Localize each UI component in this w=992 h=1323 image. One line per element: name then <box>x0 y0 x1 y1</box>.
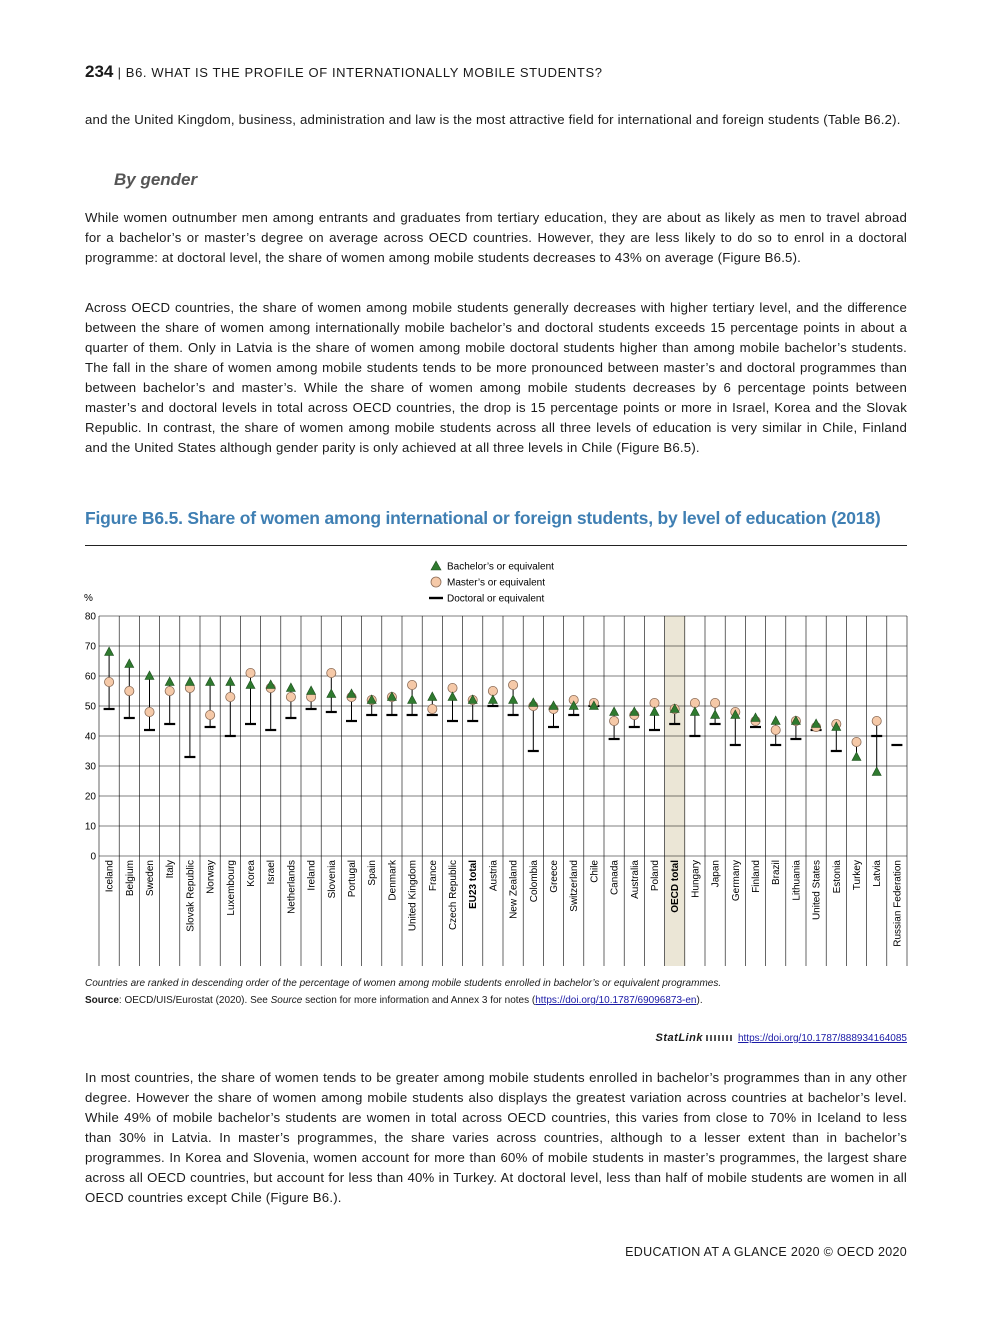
bachelors-point <box>650 707 659 716</box>
category-label: Estonia <box>831 860 843 894</box>
bachelors-point <box>145 671 154 680</box>
masters-point <box>650 698 659 707</box>
masters-point <box>125 686 134 695</box>
bachelors-point <box>852 752 861 761</box>
bachelors-point <box>327 689 336 698</box>
legend-bachelors-marker <box>431 561 441 570</box>
category-label: Korea <box>246 860 257 887</box>
category-label: Sweden <box>145 860 156 897</box>
masters-point <box>246 668 255 677</box>
category-label: New Zealand <box>508 860 520 919</box>
y-tick-label: 30 <box>84 761 96 773</box>
category-label: Japan <box>710 860 722 888</box>
masters-point <box>206 710 215 719</box>
header-separator: | <box>117 65 126 80</box>
masters-point <box>690 698 699 707</box>
masters-point <box>488 686 497 695</box>
category-label: France <box>427 860 439 892</box>
legend-label: Doctoral or equivalent <box>447 593 545 605</box>
category-label: Czech Republic <box>448 860 459 931</box>
bachelors-point <box>711 710 720 719</box>
y-axis-label: % <box>84 593 93 604</box>
masters-point <box>226 692 235 701</box>
y-tick-label: 70 <box>84 641 96 653</box>
intro-paragraph: and the United Kingdom, business, administration and law is the most attractive field for international and foreign students (Table B6.2). <box>85 112 901 127</box>
masters-point <box>508 680 517 689</box>
category-label: United Kingdom <box>407 860 419 932</box>
y-tick-label: 80 <box>84 611 96 623</box>
bachelors-point <box>610 707 619 716</box>
bachelors-point <box>125 659 134 668</box>
legend-label: Bachelor’s or equivalent <box>447 561 554 573</box>
category-label: OECD total <box>670 860 682 913</box>
legend-label: Master’s or equivalent <box>447 577 546 589</box>
masters-point <box>165 686 174 695</box>
masters-point <box>105 677 114 686</box>
bachelors-point <box>448 692 457 701</box>
masters-point <box>327 668 336 677</box>
paragraph-2: Across OECD countries, the share of women among mobile students generally decreases with higher tertiary level, and the difference between the share of women among internationally mobile bachelor’s and doctoral students exceeds 15 percentage points in about a quarter of them. Only in Latvia is the share of women among mobile doctoral students higher than among mobile bachelor’s students. The fall in the share of women among mobile students tends to be more pronounced between master’s and doctoral programmes than between bachelor’s and master’s. While the share of women among mobile students decreases by 6 percentage points between master’s and doctoral levels in total across OECD countries, the drop is 15 percentage points or more in Israel, Korea and the Slovak Republic. In contrast, the share of women among mobile students across all three levels of education is very similar in Chile, Finland and the United States although gender parity is only achieved at all three levels in Chile (Figure B6.5). <box>85 300 907 455</box>
bachelors-point <box>206 677 215 686</box>
category-label: Belgium <box>124 860 136 897</box>
figure-source <box>85 995 703 1006</box>
y-tick-label: 0 <box>90 851 96 863</box>
category-label: Ireland <box>306 860 318 891</box>
y-tick-label: 10 <box>84 821 96 833</box>
category-label: Portugal <box>347 860 358 898</box>
statlink-barcode-icon <box>706 1035 734 1041</box>
figure-note: Countries are ranked in descending order of the percentage of women among mobile students enrolled in bachelor’s or equivalent programmes. <box>85 978 722 989</box>
source-link[interactable]: https://doi.org/10.1787/69096873-en <box>535 995 697 1006</box>
category-label: Luxembourg <box>225 860 237 916</box>
masters-point <box>872 716 881 725</box>
bachelors-point <box>771 716 780 725</box>
masters-point <box>145 707 154 716</box>
category-label: Denmark <box>387 860 399 901</box>
category-label: Poland <box>650 860 661 892</box>
masters-point <box>286 692 295 701</box>
bachelors-point <box>246 680 255 689</box>
page-number: 234 <box>85 62 114 81</box>
category-label: Latvia <box>872 860 884 887</box>
legend-masters-marker <box>431 577 441 587</box>
bachelors-point <box>488 695 497 704</box>
bachelors-point <box>872 767 881 776</box>
category-label: Canada <box>609 860 621 896</box>
section-title: B6. WHAT IS THE PROFILE OF INTERNATIONALLY MOBILE STUDENTS? <box>125 65 603 80</box>
figure-title: Figure B6.5. Share of women among international or foreign students, by level of education (2018) <box>85 508 881 528</box>
category-label: Australia <box>629 860 641 899</box>
source-text-1: : OECD/UIS/Eurostat (2020). See <box>118 995 271 1006</box>
source-text-3: ). <box>696 995 703 1006</box>
category-label: Brazil <box>771 860 783 886</box>
source-label: Source <box>85 995 119 1006</box>
bachelors-point <box>509 695 518 704</box>
category-label: Greece <box>549 860 560 893</box>
bachelors-point <box>307 686 316 695</box>
paragraph-3: In most countries, the share of women tends to be greater among mobile students enrolled in bachelor’s programmes than in any other degree. However the share of women among mobile students also displays the greatest variation across countries at bachelor’s level. While 49% of mobile bachelor’s students are women in total across OECD countries, this varies from close to 70% in Iceland to less than 30% in Latvia. In master’s programmes, the share varies across countries, although to a lesser extent than in bachelor’s programmes. In Korea and Slovenia, women account for more than 60% of mobile students in master’s programmes, the largest share across all OECD countries, but account for less than 40% in Turkey. At doctoral level, less than half of mobile students are women in all OECD countries except Chile (Figure B6.). <box>85 1070 907 1205</box>
category-label: Chile <box>589 860 601 883</box>
statlink-url[interactable]: https://doi.org/10.1787/888934164085 <box>737 1033 907 1044</box>
category-label: EU23 total <box>468 860 480 909</box>
category-label: Switzerland <box>569 860 581 912</box>
category-label: Lithuania <box>791 860 803 901</box>
source-text-2: section for more information and Annex 3 for notes ( <box>302 995 536 1006</box>
statlink <box>656 1032 907 1044</box>
masters-point <box>408 680 417 689</box>
masters-point <box>852 737 861 746</box>
bachelors-point <box>165 677 174 686</box>
masters-point <box>711 698 720 707</box>
category-label: Slovak Republic <box>185 860 197 932</box>
category-label: Iceland <box>104 860 116 893</box>
y-tick-label: 60 <box>84 671 96 683</box>
category-label: Germany <box>730 860 742 902</box>
statlink-logo: StatLink <box>655 1032 703 1044</box>
subheading-by-gender: By gender <box>114 170 198 189</box>
category-label: Netherlands <box>286 860 298 914</box>
y-tick-label: 20 <box>84 791 96 803</box>
category-label: Italy <box>165 860 177 879</box>
bachelors-point <box>185 677 194 686</box>
paragraph-1: While women outnumber men among entrants and graduates from tertiary education, they are about as likely as men to travel abroad for a bachelor’s or master’s degree on average across OECD countries. However, they are less likely to do so to enrol in a doctoral programme: at doctoral level, the share of women among mobile students decreases to 43% on average (Figure B6.5). <box>85 210 907 265</box>
category-label: Russian Federation <box>892 860 904 947</box>
masters-point <box>428 704 437 713</box>
category-label: Austria <box>488 860 500 892</box>
bachelors-point <box>428 692 437 701</box>
bachelors-point <box>105 647 114 656</box>
source-italic: Source <box>270 995 303 1006</box>
category-label: Colombia <box>528 860 540 903</box>
category-label: Israel <box>266 860 278 885</box>
category-label: Finland <box>751 860 762 893</box>
page-footer: EDUCATION AT A GLANCE 2020 © OECD 2020 <box>625 1245 907 1259</box>
masters-point <box>771 725 780 734</box>
bachelors-point <box>408 695 417 704</box>
category-label: Spain <box>367 860 379 886</box>
category-label: United States <box>811 860 823 921</box>
bachelors-point <box>226 677 235 686</box>
category-label: Hungary <box>690 860 702 898</box>
category-label: Turkey <box>852 860 863 891</box>
category-label: Norway <box>205 860 217 894</box>
y-tick-label: 50 <box>84 701 96 713</box>
masters-point <box>610 716 619 725</box>
category-label: Slovenia <box>326 860 338 899</box>
masters-point <box>448 683 457 692</box>
y-tick-label: 40 <box>84 731 96 743</box>
bachelors-point <box>690 707 699 716</box>
bachelors-point <box>286 683 295 692</box>
